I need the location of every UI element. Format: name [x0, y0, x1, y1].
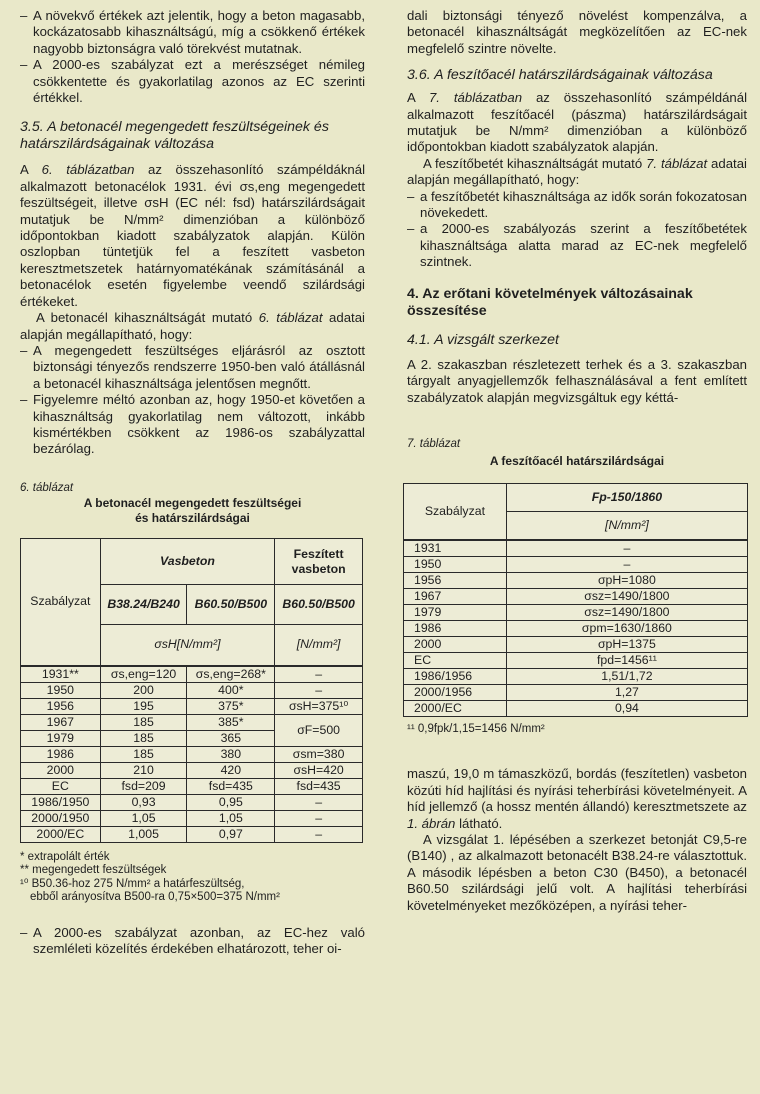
paragraph: A vizsgálat 1. lépésében a szerkezet betonját C9,5-re (B140) , az alkalmazott betonacélt B38.24-re választottuk. A második lépésben a beton C30 (B450), a betonacél B60.50 szilárdsági jelű volt. A hajlítási teherbírási követelményeket mezőközépen, a nyírási teher-: [407, 832, 747, 913]
table-row: 1931** σs,eng=120 σs,eng=268* –: [21, 666, 363, 683]
header-cell: Feszített vasbeton: [275, 539, 363, 585]
paragraph: A 7. táblázatban az összehasonlító számpéldánál alkalmazott feszítőacél (pászma) határszilárdságait mutatjuk be N/mm² dimenzióban a különböző időpontokban kiadott szabályzatok alapján.: [407, 90, 748, 155]
list-item: – A növekvő értékek azt jelentik, hogy a beton magasabb, kockázatosabb kihasználtságú, míg a csökkenő értékek nagyobb biztonságra való törekvést mutatnak.: [20, 8, 365, 57]
bullet-list: [20, 343, 365, 458]
table-row: 1986 185 380 σsm=380: [21, 746, 363, 762]
table-row: 1979 σsz=1490/1800: [404, 604, 748, 620]
paragraph: A betonacél kihasználtságát mutató 6. táblázat adatai alapján megállapítható, hogy:: [20, 310, 365, 342]
paragraph: dali biztonsági tényező növelést kompenzálva, a betonacél kihasználtságát megközelítően az EC-nek megfelelő szintre növelte.: [407, 8, 747, 56]
paragraph: A feszítőbetét kihasználtságát mutató 7. táblázat adatai alapján megállapítható, hogy:: [407, 155, 747, 188]
table-row: 2000/EC 0,94: [404, 700, 748, 716]
table-row: EC fpd=1456¹¹: [404, 652, 748, 668]
header-cell: B60.50/B500: [275, 585, 363, 625]
bullet-list: [407, 189, 747, 271]
table-row: 1950 –: [404, 556, 748, 572]
header-cell: σsH[N/mm²]: [100, 625, 275, 666]
table-row: 2000 σpH=1375: [404, 636, 748, 652]
list-item: – a 2000-es szabályozás szerint a feszítőbetétek kihasználtsága alatta marad az EC-nek megfelelő szintnek.: [407, 221, 747, 270]
section-35-heading: 3.5. A betonacél megengedett feszültségeinek és határszilárdságainak változása: [20, 119, 329, 153]
top-bullet-list: [20, 8, 365, 106]
bullet-list: [20, 925, 365, 958]
table-row: 1986 σpm=1630/1860: [404, 620, 748, 636]
table-label: 7. táblázat: [407, 437, 461, 450]
table-row: 1986/1950 0,93 0,95 –: [21, 794, 363, 810]
header-cell: B60.50/B500: [187, 585, 275, 625]
table-row: 1967 185 385* σF=500: [21, 714, 363, 730]
table-7: [403, 483, 748, 717]
table-row: 2000/EC 1,005 0,97 –: [21, 826, 363, 842]
section-4-heading: 4. Az erőtani követelmények változásainak összesítése: [407, 285, 693, 319]
list-item: – A megengedett feszültséges eljárásról az osztott biztonsági tényezős rendszerre 1950-ben való átállásnál a betonacél kihasználtsága jelentősen megnőtt.: [20, 343, 365, 392]
table-6: [20, 538, 363, 843]
table-row: 2000/1950 1,05 1,05 –: [21, 810, 363, 826]
list-item: – A 2000-es szabályzat ezt a merészséget némileg csökkentette és gyakorlatilag azonos az EC szerinti értékkel.: [20, 57, 365, 106]
list-item: – Figyelemre méltó azonban az, hogy 1950-et követően a kihasználtság gyakorlatilag nem változott, inkább kismértékben csökkent az 1986-os szabályzattal bezárólag.: [20, 392, 365, 458]
list-item: – a feszítőbetét kihasználtsága az idők során fokozatosan növekedett.: [407, 189, 747, 222]
list-item: – A 2000-es szabályzat azonban, az EC-hez való szemléleti közelítés érdekében elhatározott, teher oi-: [20, 925, 365, 958]
header-cell: B38.24/B240: [100, 585, 187, 625]
table-row: 2000 210 420 σsH=420: [21, 762, 363, 778]
table-row: 1956 σpH=1080: [404, 572, 748, 588]
paragraph: maszú, 19,0 m támaszközű, bordás (feszítetlen) vasbeton közúti híd hajlítási és nyírási teherbírási követelményeit. A híd jellemző (a hossz mentén állandó) keresztmetszete az 1. ábrán látható.: [407, 766, 747, 831]
table-title: A betonacél megengedett feszültségei és határszilárdságai: [83, 496, 302, 526]
table-title: A feszítőacél határszilárdságai: [489, 454, 665, 469]
footnotes: * extrapolált érték ** megengedett feszültségek ¹⁰ B50.36-hoz 275 N/mm² a határfeszültség, ebből arányosítva B500-ra 0,75×500=375 N/mm²: [20, 850, 280, 904]
footnote: ¹¹ 0,9fpk/1,15=1456 N/mm²: [407, 722, 545, 735]
section-41-heading: 4.1. A vizsgált szerkezet: [407, 331, 559, 348]
table-label: 6. táblázat: [20, 481, 74, 494]
table-row: 1986/1956 1,51/1,72: [404, 668, 748, 684]
table-row: 1967 σsz=1490/1800: [404, 588, 748, 604]
header-cell: [N/mm²]: [275, 625, 363, 666]
header-cell: Vasbeton: [100, 539, 275, 585]
header-cell: Fp-150/1860: [506, 484, 747, 512]
table-row: 1950 200 400* –: [21, 682, 363, 698]
paragraph: A 2. szakaszban részletezett terhek és a 3. szakaszban tárgyalt anyagjellemzők felhasználásával a fent említett szabályzatok alapján megvizsgáltuk egy kéttá-: [407, 356, 747, 405]
table-row: EC fsd=209 fsd=435 fsd=435: [21, 778, 363, 794]
header-cell: [N/mm²]: [506, 512, 747, 540]
table-row: 1979 185 365: [21, 730, 363, 746]
table-row: 1956 195 375* σsH=375¹⁰: [21, 698, 363, 714]
right-column: [407, 8, 747, 914]
header-cell: Szabályzat: [21, 539, 101, 666]
table-row: 1931 –: [404, 540, 748, 557]
table-row: 2000/1956 1,27: [404, 684, 748, 700]
left-column: [20, 8, 365, 958]
header-cell: Szabályzat: [404, 484, 507, 540]
paragraph: A 6. táblázatban az összehasonlító számpéldáknál alkalmazott betonacélok 1931. évi σs,eng megengedett feszültségeit, illetve σsH (EC nél: fsd) határszilárdságait mutatjuk be N/mm² dimenzióban a különböző időpontokban kiadott szabályzatok alapján. Külön oszlopban tüntetjük fel a feszített vasbeton keresztmetszetek határnyomatékának számításánál a betonacélok esetén figyelembe veendő szilárdsági értékeket.: [20, 162, 366, 309]
section-36-heading: 3.6. A feszítőacél határszilárdságainak változása: [407, 67, 713, 84]
